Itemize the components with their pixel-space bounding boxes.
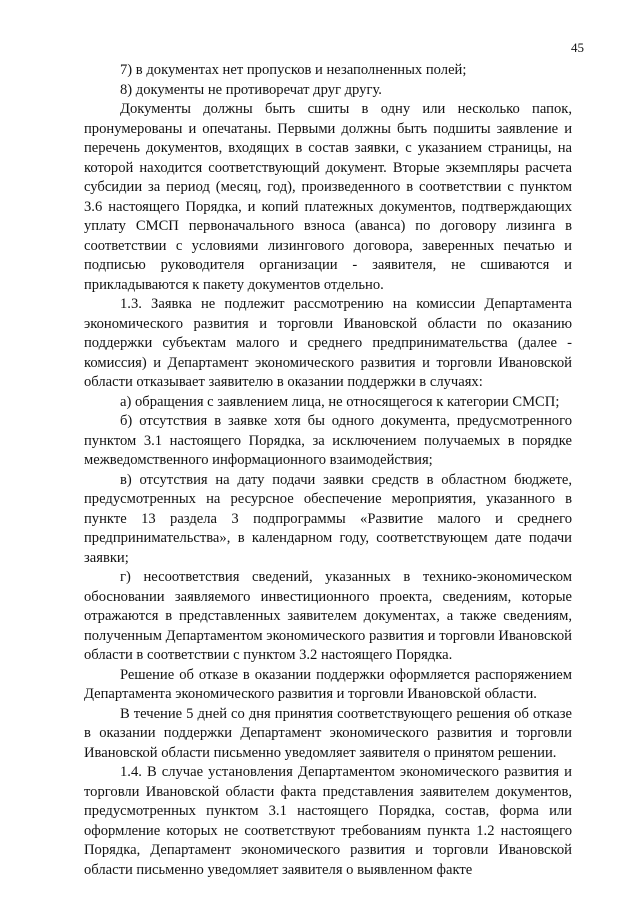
paragraph-case-g: г) несоответствия сведений, указанных в технико-экономическом обосновании заявляемого инвестиционного проекта, сведениям, которые отражаются в представленных заявителем документах, а также сведениям, полученным Департаментом экономического развития и торговли Ивановской области в соответствии с пунктом 3.2 настоящего Порядка. — [84, 569, 572, 663]
paragraph-section-1-4: 1.4. В случае установления Департаментом экономического развития и торговли Ивановской области факта представления заявителем документов, предусмотренных пунктом 3.1 настоящего Порядка, состав, форма или оформление которых не соответствуют требованиям пункта 1.2 настоящего Порядка, Департамент экономического развития и торговли Ивановской области письменно уведомляет заявителя о выявленном факте — [84, 764, 572, 878]
paragraph-notification: В течение 5 дней со дня принятия соответствующего решения об отказе в оказании поддержки Департамент экономического развития и торговли Ивановской области письменно уведомляет заявителя о принятом решении. — [84, 705, 572, 761]
paragraph-item-8: 8) документы не противоречат друг другу. — [120, 81, 382, 98]
body-text — [84, 61, 572, 880]
paragraph-case-a: а) обращения с заявлением лица, не относящегося к категории СМСП; — [120, 393, 560, 410]
paragraph-case-v: в) отсутствия на дату подачи заявки средств в областном бюджете, предусмотренных на ресурсное обеспечение мероприятия, указанного в пункте 13 раздела 3 подпрограммы «Развитие малого и среднего предпринимательства», в календарном году, соответствующем дате подачи заявки; — [84, 471, 572, 566]
paragraph-case-b: б) отсутствия в заявке хотя бы одного документа, предусмотренного пунктом 3.1 настоящего Порядка, за исключением получаемых в порядке межведомственного информационного взаимодействия; — [84, 413, 572, 468]
paragraph-section-1-3: 1.3. Заявка не подлежит рассмотрению на комиссии Департамента экономического развития и торговли Ивановской области по оказанию поддержки субъектам малого и среднего предпринимательства (далее - комиссия) и Департамент экономического развития и торговли Ивановской области отказывает заявителю в оказании поддержки в случаях: — [84, 296, 572, 390]
page-number: 45 — [571, 40, 584, 55]
paragraph-refusal-decision: Решение об отказе в оказании поддержки оформляется распоряжением Департамента экономического развития и торговли Ивановской области. — [84, 666, 572, 702]
paragraph-binding-requirements: Документы должны быть сшиты в одну или несколько папок, пронумерованы и опечатаны. Первыми должны быть подшиты заявление и перечень документов, входящих в состав заявки, с указанием страницы, на которой находится соответствующий документ. Вторые экземпляры расчета субсидии за период (месяц, год), произведенного в соответствии с пунктом 3.6 настоящего Порядка, и копий платежных документов, подтверждающих уплату СМСП первоначального взноса (аванса) по договору лизинга в соответствии с условиями лизингового договора, заверенных печатью и подписью руководителя организации - заявителя, не сшиваются и прикладываются к пакету документов отдельно. — [84, 101, 572, 293]
paragraph-item-7: 7) в документах нет пропусков и незаполненных полей; — [120, 62, 467, 78]
